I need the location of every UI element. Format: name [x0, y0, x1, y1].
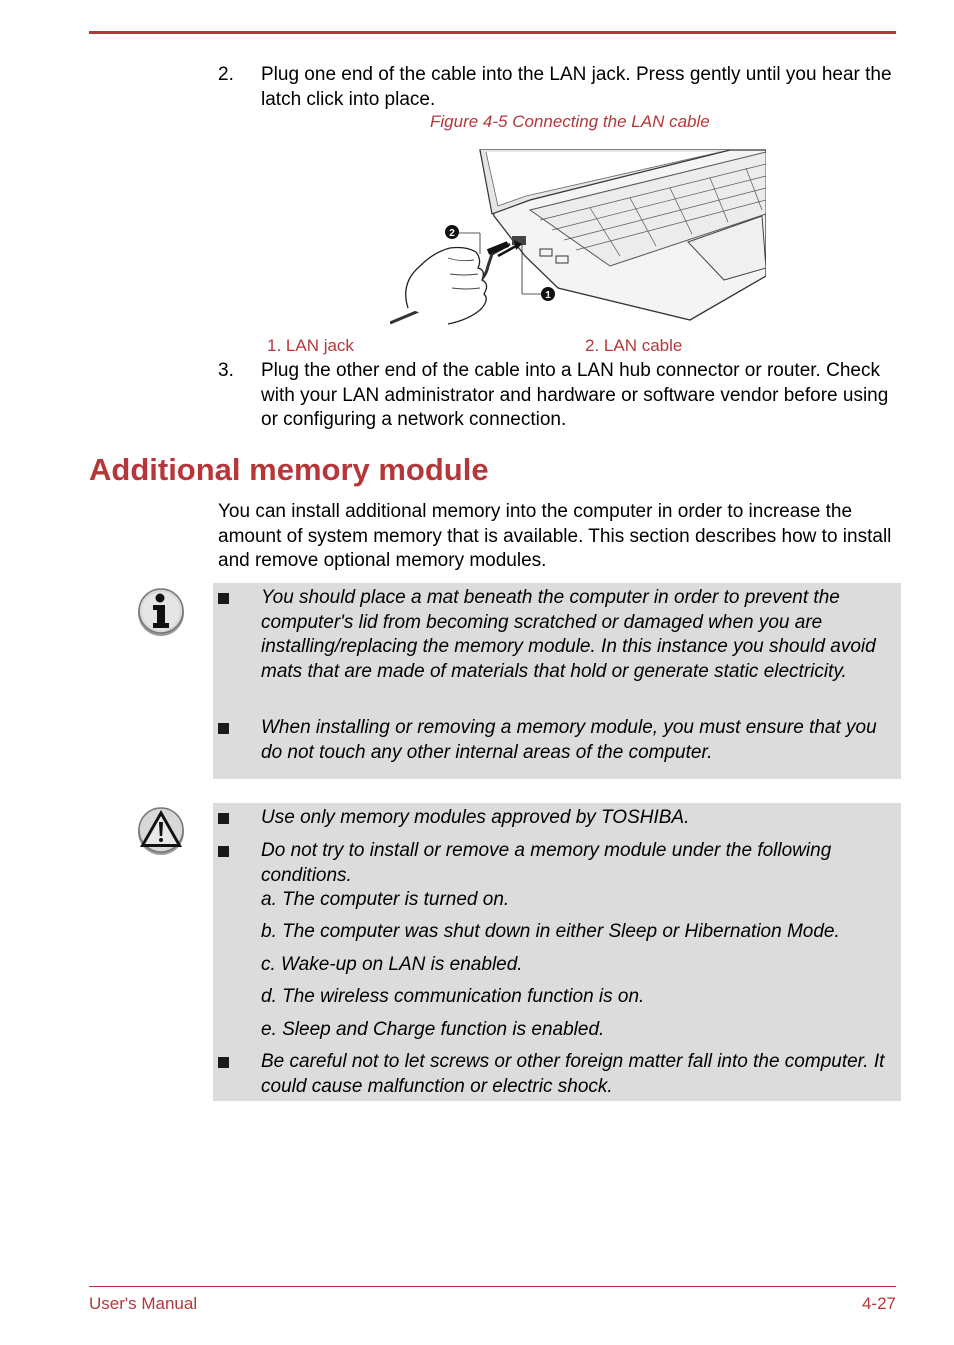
section-intro: You can install additional memory into the computer in order to increase the amount of system memory that is available. This section describes how to install and remove optional memory modules. [218, 501, 892, 571]
note-item [213, 716, 901, 765]
section-heading: Additional memory module [89, 452, 489, 487]
warning-icon [136, 805, 186, 857]
header-rule [89, 31, 896, 34]
callout-2: 2 [449, 228, 455, 239]
note-item-text: Be careful not to let screws or other foreign matter fall into the computer. It could cause malfunction or electric shock. [261, 1051, 885, 1097]
step-number: 3. [218, 360, 234, 381]
bullet-icon [218, 813, 229, 824]
step-text: Plug one end of the cable into the LAN jack. Press gently until you hear the latch click into place. [261, 64, 892, 110]
warning-note [213, 803, 901, 1101]
bullet-icon [218, 1057, 229, 1068]
condition-item: e. Sleep and Charge function is enabled. [261, 1019, 605, 1040]
information-icon [136, 586, 186, 638]
step-text: Plug the other end of the cable into a LAN hub connector or router. Check with your LAN administrator and hardware or software vendor before using or configuring a network connection. [261, 360, 889, 430]
note-item-text: Do not try to install or remove a memory module under the following conditions. [261, 840, 832, 886]
note-item [213, 806, 901, 831]
lan-cable-figure [390, 148, 766, 326]
figure-label-lan-cable: 2. LAN cable [585, 336, 683, 355]
note-item-text: When installing or removing a memory module, you must ensure that you do not touch any other internal areas of the computer. [261, 717, 877, 763]
condition-item: a. The computer is turned on. [261, 889, 510, 910]
step-2 [218, 63, 898, 112]
callout-1: 1 [545, 290, 551, 301]
condition-item: c. Wake-up on LAN is enabled. [261, 954, 523, 975]
step-number: 2. [218, 64, 234, 85]
condition-item: b. The computer was shut down in either Sleep or Hibernation Mode. [261, 921, 840, 942]
bullet-icon [218, 593, 229, 604]
information-note [213, 583, 901, 779]
condition-item: d. The wireless communication function is on. [261, 986, 645, 1007]
note-item-text: Use only memory modules approved by TOSHIBA. [261, 807, 690, 828]
note-item [213, 1050, 901, 1099]
footer-rule [89, 1286, 896, 1287]
step-3 [218, 359, 898, 433]
note-item [213, 586, 901, 684]
figure-label-lan-jack: 1. LAN jack [267, 336, 354, 355]
note-item [213, 839, 901, 888]
footer-title: User's Manual [89, 1294, 198, 1313]
bullet-icon [218, 723, 229, 734]
bullet-icon [218, 846, 229, 857]
note-item-text: You should place a mat beneath the computer in order to prevent the computer's lid from becoming scratched or damaged when you are installing/replacing the memory module. In this instance you should avoid mats that are made of materials that hold or generate static electricity. [261, 587, 876, 682]
page-number: 4-27 [861, 1294, 896, 1313]
figure-caption: Figure 4-5 Connecting the LAN cable [430, 112, 710, 131]
